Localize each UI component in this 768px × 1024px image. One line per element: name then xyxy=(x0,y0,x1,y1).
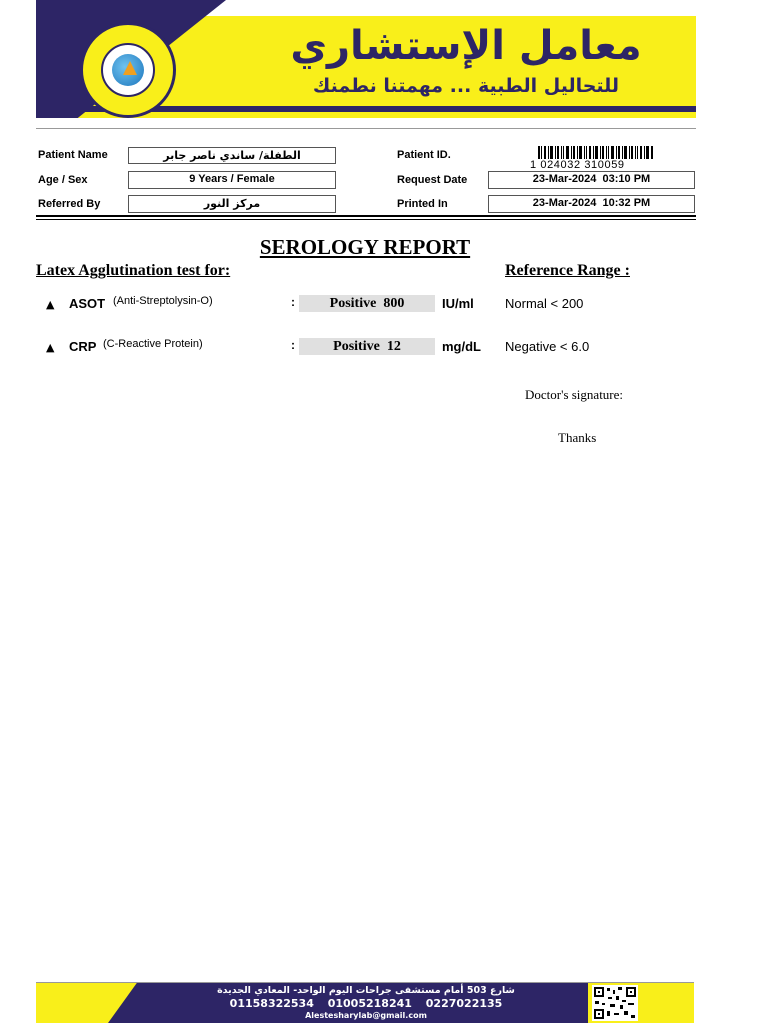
test-result-crp: Positive 12 xyxy=(299,338,435,355)
test-unit-crp: mg/dL xyxy=(442,339,481,354)
footer-phone-1: 01158322534 xyxy=(229,997,314,1010)
header-divider xyxy=(36,128,696,129)
referred-by-value: مركز النور xyxy=(128,195,336,213)
info-divider-thin xyxy=(36,219,696,220)
request-date-value: 23-Mar-2024 03:10 PM xyxy=(488,171,695,189)
qr-code-icon xyxy=(592,985,638,1021)
test-result-asot: Positive 800 xyxy=(299,295,435,312)
flask-icon xyxy=(123,61,137,75)
reference-crp: Negative < 6.0 xyxy=(505,339,590,354)
age-sex-label: Age / Sex xyxy=(38,174,88,186)
thanks-text: Thanks xyxy=(558,430,597,445)
test-colon: : xyxy=(291,338,295,352)
high-flag-icon: ▲ xyxy=(46,298,55,311)
doctor-signature-label: Doctor's signature: xyxy=(525,387,624,402)
age-sex-value: 9 Years / Female xyxy=(128,171,336,189)
footer-phone-3: 0227022135 xyxy=(425,997,503,1010)
info-divider-thick xyxy=(36,215,696,217)
footer-banner xyxy=(36,982,694,1023)
patient-id-number: 1 024032 310059 xyxy=(530,159,656,171)
section-heading: Latex Agglutination test for: xyxy=(36,262,231,279)
printed-in-value: 23-Mar-2024 10:32 PM xyxy=(488,195,695,213)
report-title: SEROLOGY REPORT xyxy=(259,235,471,259)
test-colon: : xyxy=(291,295,295,309)
request-date-label: Request Date xyxy=(397,174,468,186)
footer-address: شارع 503 أمام مستشفى جراحات اليوم الواحد- المعادي الجديدة xyxy=(217,985,515,996)
seal-center xyxy=(101,43,155,97)
test-unit-asot: IU/ml xyxy=(442,296,474,311)
patient-name-value: الطفلة/ ساندي ناصر جابر xyxy=(128,147,336,164)
referred-by-label: Referred By xyxy=(38,198,101,210)
reference-asot: Normal < 200 xyxy=(505,296,584,311)
footer-email: Alestesharylab@gmail.com xyxy=(305,1011,427,1020)
patient-id-label: Patient ID. xyxy=(397,149,451,161)
high-flag-icon: ▲ xyxy=(46,341,55,354)
lab-tagline: للتحاليل الطبية ... مهمتنا نطمنك xyxy=(312,75,620,97)
reference-heading: Reference Range : xyxy=(505,262,630,279)
footer-phone-2: 01005218241 xyxy=(327,997,412,1010)
test-description-asot: (Anti-Streptolysin-O) xyxy=(113,295,213,307)
lab-name: معامل الإستشاري xyxy=(290,23,642,69)
test-name-asot: ASOT xyxy=(69,296,106,311)
test-description-crp: (C-Reactive Protein) xyxy=(103,338,203,350)
footer-phones xyxy=(156,997,576,1010)
lab-logo-seal xyxy=(80,22,176,118)
patient-name-label: Patient Name xyxy=(38,149,108,161)
test-name-crp: CRP xyxy=(69,339,97,354)
printed-in-label: Printed In xyxy=(397,198,448,210)
